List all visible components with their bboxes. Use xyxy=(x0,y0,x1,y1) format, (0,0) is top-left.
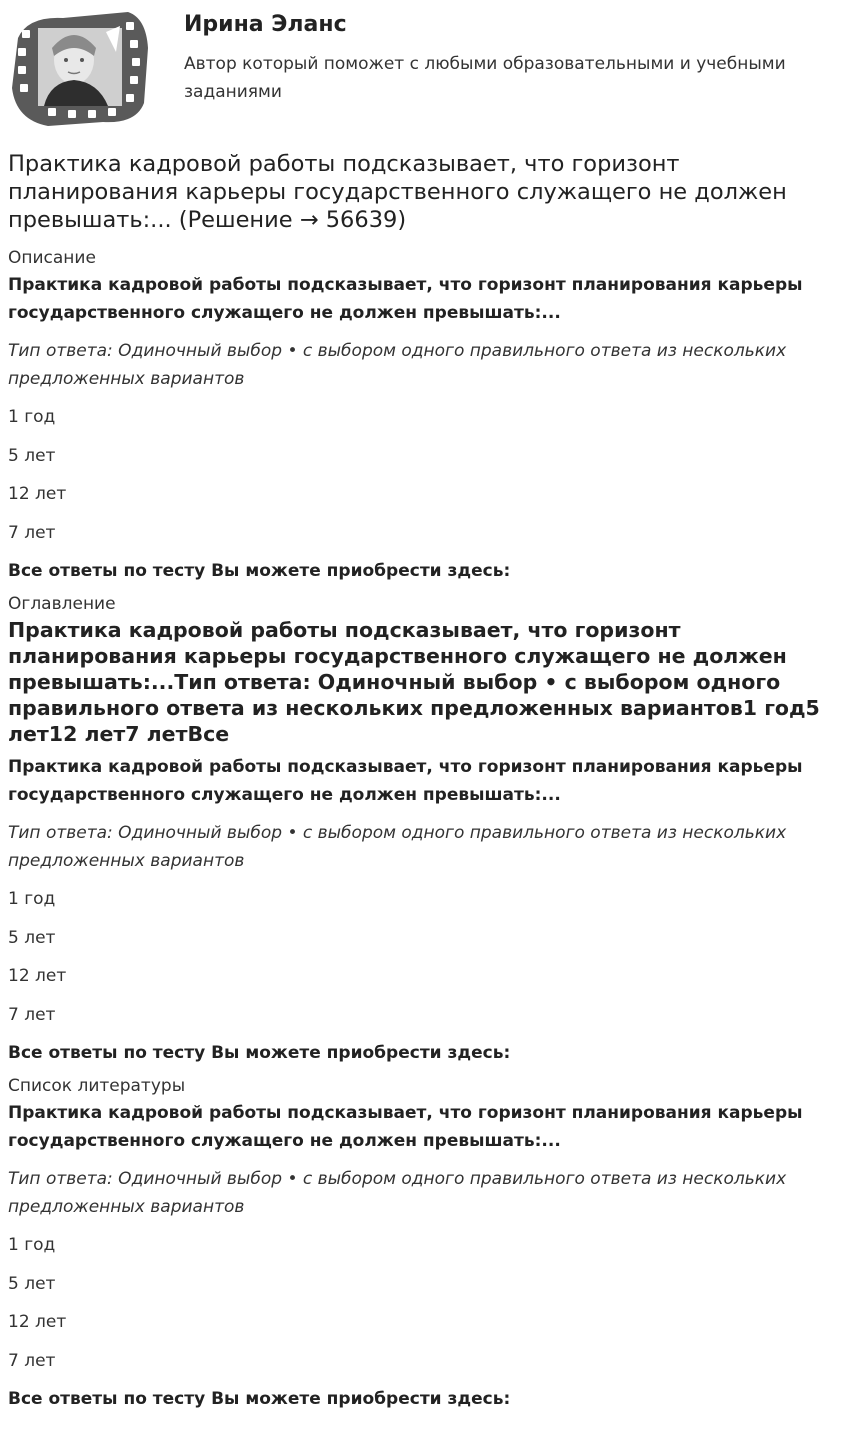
answer-type: Тип ответа: Одиночный выбор • с выбором одного правильного ответа из нескольких предложенных вариантов xyxy=(8,1169,787,1217)
answer-type: Тип ответа: Одиночный выбор • с выбором одного правильного ответа из нескольких предложенных вариантов xyxy=(8,341,787,389)
author-header xyxy=(0,0,847,140)
option-item: 12 лет xyxy=(8,1312,67,1332)
purchase-cta: Все ответы по тесту Вы можете приобрести здесь: xyxy=(8,1389,511,1409)
question-text: Практика кадровой работы подсказывает, что горизонт планирования карьеры государственного служащего не должен превышать:... xyxy=(8,1103,803,1151)
option-item: 7 лет xyxy=(8,1004,56,1025)
author-description: Автор который поможет с любыми образовательными и учебными заданиями xyxy=(184,54,786,102)
option-item: 7 лет xyxy=(8,1350,56,1371)
page-title: Практика кадровой работы подсказывает, что горизонт планирования карьеры государственного служащего не должен превышать:... (Решение → 56639) xyxy=(8,151,787,233)
section-label: Оглавление xyxy=(8,594,116,614)
option-item: 1 год xyxy=(8,1235,56,1255)
option-item: 5 лет xyxy=(8,445,56,466)
section-label: Список литературы xyxy=(8,1076,186,1096)
option-item: 1 год xyxy=(8,407,56,427)
option-item: 5 лет xyxy=(8,927,56,948)
content xyxy=(8,245,838,1419)
question-text: Практика кадровой работы подсказывает, что горизонт планирования карьеры государственного служащего не должен превышать:... xyxy=(8,275,803,323)
option-item: 5 лет xyxy=(8,1273,56,1294)
section-label: Описание xyxy=(8,248,96,268)
question-text: Практика кадровой работы подсказывает, что горизонт планирования карьеры государственного служащего не должен превышать:... xyxy=(8,757,803,805)
author-name[interactable]: Ирина Эланс xyxy=(184,12,347,37)
toc-heading: Практика кадровой работы подсказывает, что горизонт планирования карьеры государственного служащего не должен превышать:...Тип ответа: Одиночный выбор • с выбором одного правильного ответа из нескольких предложенных вариантов1 год5 лет12 лет7 летВсе xyxy=(8,618,820,746)
author-avatar-icon[interactable] xyxy=(8,8,150,126)
option-item: 7 лет xyxy=(8,522,56,543)
section-toc xyxy=(8,591,838,1067)
option-item: 12 лет xyxy=(8,966,67,986)
answer-type: Тип ответа: Одиночный выбор • с выбором одного правильного ответа из нескольких предложенных вариантов xyxy=(8,823,787,871)
section-literature xyxy=(8,1073,838,1413)
option-item: 1 год xyxy=(8,889,56,909)
section-description xyxy=(8,245,838,585)
purchase-cta: Все ответы по тесту Вы можете приобрести здесь: xyxy=(8,1043,511,1063)
purchase-cta: Все ответы по тесту Вы можете приобрести здесь: xyxy=(8,561,511,581)
option-item: 12 лет xyxy=(8,484,67,504)
